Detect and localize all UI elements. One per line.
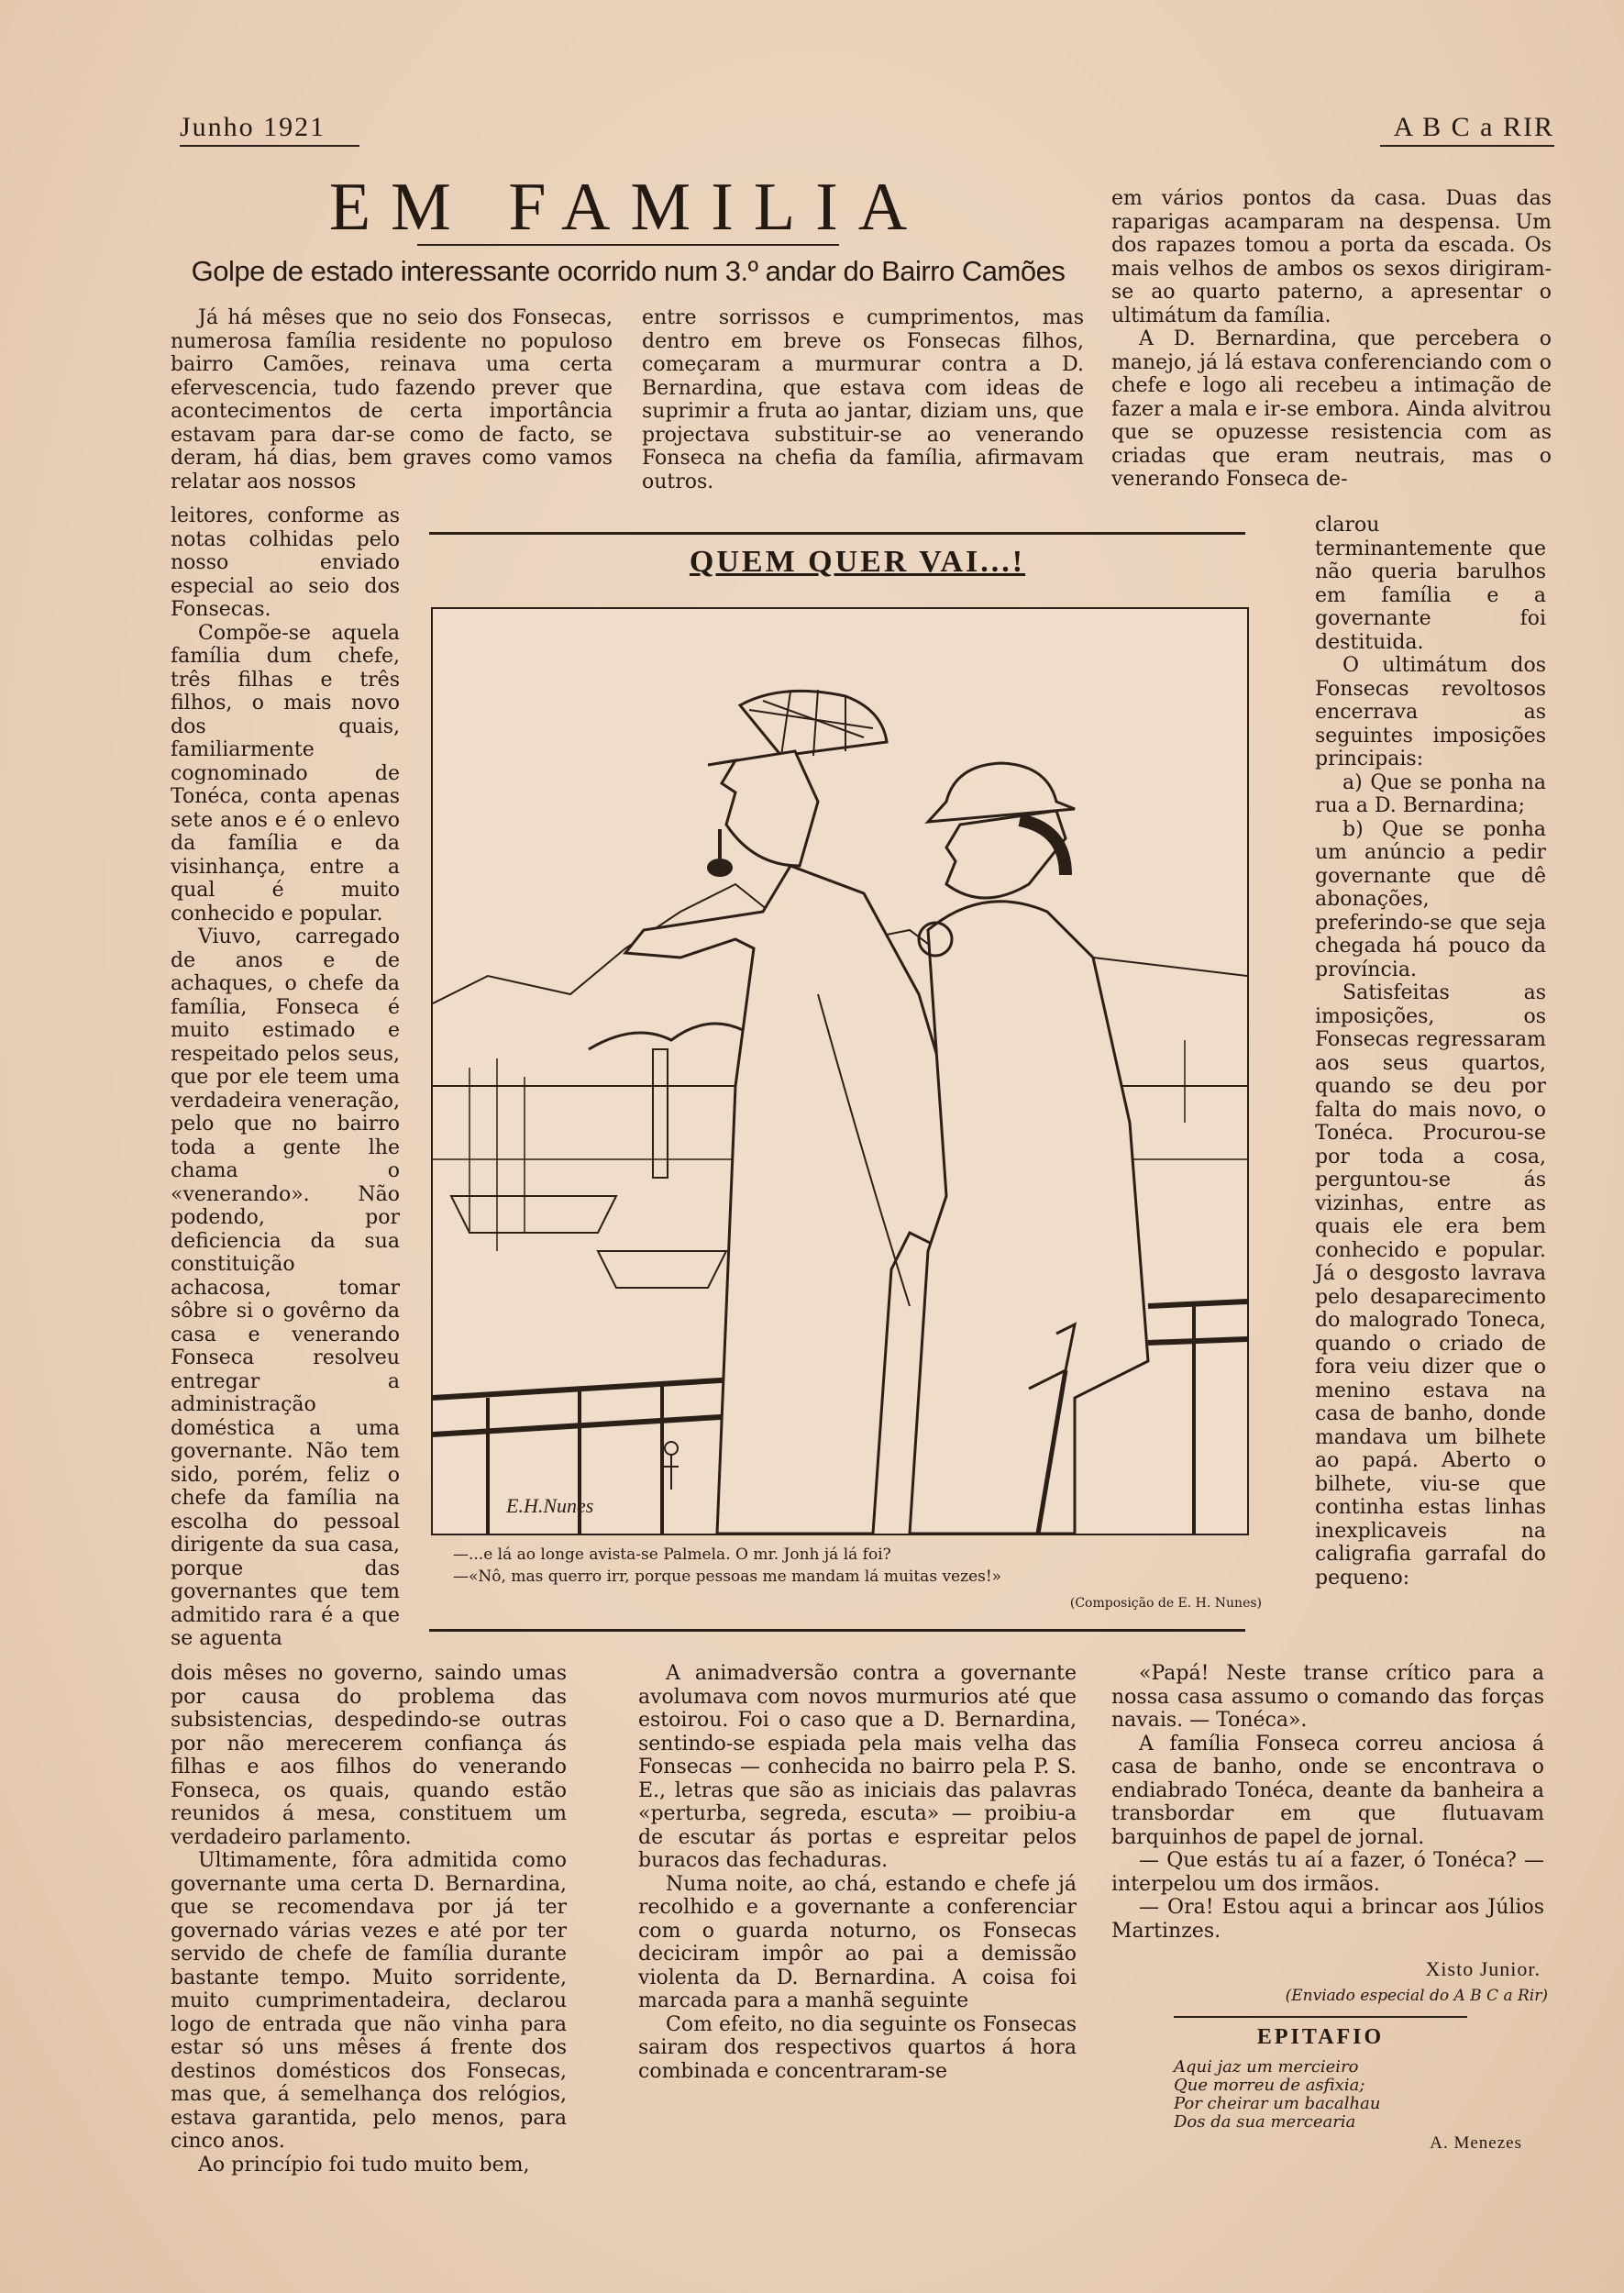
paragraph: clarou terminantemente que não queria barulhos em família e a governante foi destituida.	[1315, 514, 1546, 654]
cartoon-credit: (Composição de E. H. Nunes)	[1069, 1596, 1262, 1611]
paragraph: Já há mêses que no seio dos Fonsecas, numerosa família residente no populoso bairro Camões, reinava uma certa efervescencia, tudo fazendo prever que acontecimentos de certa importância estavam para dar-se como de facto, se deram, há dias, bem graves como vamos relatar aos nossos	[171, 306, 613, 493]
paragraph: A D. Bernardina, que percebera o manejo, já lá estava conferenciando com o chefe e logo ali recebeu a intimação de fazer a mala e ir-se embora. Ainda alvitrou que se opuzesse resistencia com as criadas que eram neutrais, mas o venerando Fonseca de-	[1111, 327, 1552, 491]
verse-line: Que morreu de asfixia;	[1174, 2076, 1365, 2095]
cartoon-top-rule	[429, 532, 1245, 535]
cartoon-drawing	[433, 609, 1247, 1534]
paragraph: Com efeito, no dia seguinte os Fonsecas sairam dos respectivos quartos á hora combinada e concentraram-se	[638, 2012, 1077, 2083]
issue-date: Junho 1921	[180, 112, 359, 147]
paragraph: b) Que se ponha um anúncio a pedir governante que dê abonações, preferindo-se que seja chegada há pouco da província.	[1315, 817, 1546, 981]
column-1-narrow	[171, 504, 400, 1651]
article-signature: Xisto Junior.	[1425, 1957, 1541, 1980]
paragraph: — Ora! Estou aqui a brincar aos Júlios Martinzes.	[1111, 1896, 1544, 1943]
article-title: EM FAMILIA	[328, 170, 928, 245]
paragraph: «Papá! Neste transe crítico para a nossa casa assumo o comando das forças navais. — Tonéca».	[1111, 1662, 1544, 1732]
verse-line: Por cheirar um bacalhau	[1174, 2094, 1381, 2113]
column-1-top	[171, 306, 613, 493]
paragraph: Ao princípio foi tudo muito bem,	[198, 2153, 530, 2177]
cartoon-caption-1: —...e lá ao longe avista-se Palmela. O mr. Jonh já lá foi?	[453, 1545, 891, 1564]
verse-line: Aqui jaz um mercieiro	[1174, 2057, 1359, 2077]
cartoon-illustration	[431, 607, 1249, 1535]
paragraph: dois mêses no governo, saindo umas por causa do problema das subsistencias, despedindo-se outras por não merecerem confiança ás filhas e aos filhos do venerando Fonseca, os quais, quando estão reunidos á mesa, constituem um verdadeiro parlamento.	[171, 1662, 567, 1849]
paragraph: a) Que se ponha na rua a D. Bernardina;	[1315, 770, 1546, 817]
cartoon-title: QUEM QUER VAI...!	[689, 545, 1026, 579]
column-1-bottom	[171, 1662, 567, 2177]
paragraph: Ultimamente, fôra admitida como governante uma certa D. Bernardina, que se recomendava por já ter governado várias vezes e até por ter servido de chefe de família durante bastante tempo. Muito sorridente, muito cumprimentadeira, declarou logo de entrada que não vinha para estar só uns mêses á frente dos destinos domésticos dos Fonsecas, mas que, á semelhança dos relógios, estava garantida, pelo menos, para cinco anos.	[171, 1849, 567, 2153]
signature-note: (Enviado especial do A B C a Rir)	[1285, 1987, 1548, 2005]
column-3-narrow	[1315, 514, 1546, 1590]
paragraph: Compõe-se aquela família dum chefe, três filhas e três filhos, o mais novo dos quais, familiarmente cognominado de Tonéca, conta apenas sete anos e é o enlevo da família e da visinhança, entre a qual é muito conhecido e popular.	[171, 621, 400, 925]
magazine-name: A B C a RIR	[1380, 112, 1554, 147]
epitaph-verse	[1174, 2058, 1467, 2132]
cartoon-bottom-rule	[429, 1629, 1245, 1632]
paragraph: O ultimátum dos Fonsecas revoltosos encerrava as seguintes imposições principais:	[1315, 654, 1546, 770]
paragraph: Viuvo, carregado de anos e de achaques, o chefe da família, Fonseca é muito estimado e respeitado pelos seus, que por ele teem uma verdadeira veneração, pelo que no bairro toda a gente lhe chama o «venerando». Não podendo, por deficiencia da sua constituição achacosa, tomar sôbre si o govêrno da casa e venerando Fonseca resolveu entregar a administração doméstica a uma governante. Não tem sido, porém, feliz o chefe da família na escolha do pessoal dirigente da sua casa, porque das governantes que tem admitido rara é a que se aguenta	[171, 925, 400, 1650]
column-3-top	[1111, 187, 1552, 492]
paragraph: entre sorrissos e cumprimentos, mas dentro em breve os Fonsecas filhos, começaram a murmurar contra a D. Bernardina, que estava com ideas de suprimir a fruta ao jantar, diziam uns, que projectava substituir-se ao venerando Fonseca na chefia da família, afirmavam outros.	[642, 306, 1084, 493]
epitaph-rule	[1174, 2016, 1467, 2018]
column-2-top	[642, 306, 1084, 493]
paragraph: em vários pontos da casa. Duas das raparigas acamparam na despensa. Um dos rapazes tomou a porta da escada. Os mais velhos de ambos os sexos dirigiram-se ao quarto paterno, a apresentar o ultimátum da família.	[1111, 187, 1552, 327]
paragraph: Numa noite, ao chá, estando e chefe já recolhido e a governante a conferenciar com o guarda noturno, os Fonsecas deciciram impôr ao pai a demissão violenta da D. Bernardina. A coisa foi marcada para a manhã seguinte	[638, 1872, 1077, 2012]
artist-signature: E.H.Nunes	[506, 1494, 594, 1517]
article-subtitle: Golpe de estado interessante ocorrido num 3.º andar do Bairro Camões	[191, 255, 1066, 287]
epitaph-author: A. Menezes	[1430, 2133, 1522, 2153]
paragraph: — Que estás tu aí a fazer, ó Tonéca? — interpelou um dos irmãos.	[1111, 1849, 1544, 1896]
column-2-bottom	[638, 1662, 1077, 2083]
verse-line: Dos da sua mercearia	[1174, 2112, 1356, 2132]
cartoon-caption-2: —«Nô, mas querro irr, porque pessoas me mandam lá muitas vezes!»	[453, 1567, 1002, 1586]
paragraph: A animadversão contra a governante avolumava com novos murmurios até que estoirou. Foi o caso que a D. Bernardina, sentindo-se espiada pela mais velha das Fonsecas — conhecida no bairro pela P. S. E., letras que são as iniciais das palavras «perturba, segreda, escuta» — proibiu-a de escutar ás portas e espreitar pelos buracos das fechaduras.	[638, 1662, 1077, 1872]
epitaph-title: EPITAFIO	[1256, 2025, 1385, 2049]
paragraph: Satisfeitas as imposições, os Fonsecas regressaram aos seus quartos, quando se deu por falta do mais novo, o Tonéca. Procurou-se por toda a cosa, perguntou-se ás vizinhas, entre as quais ele era bem conhecido e popular. Já o desgosto lavrava pelo desaparecimento do malogrado Toneca, quando o criado de fora veiu dizer que o menino estava na casa de banho, donde mandava um bilhete ao papá. Aberto o bilhete, viu-se que continha estas linhas inexplicaveis na caligrafia garrafal do pequeno:	[1315, 981, 1546, 1590]
paragraph: A família Fonseca correu anciosa á casa de banho, onde se encontrava o endiabrado Tonéca, deante da banheira a transbordar em que flutuavam barquinhos de papel de jornal.	[1111, 1732, 1544, 1849]
column-3-bottom	[1111, 1662, 1544, 1943]
paragraph: leitores, conforme as notas colhidas pelo nosso enviado especial ao seio dos Fonsecas.	[171, 504, 400, 621]
title-divider	[417, 244, 839, 246]
